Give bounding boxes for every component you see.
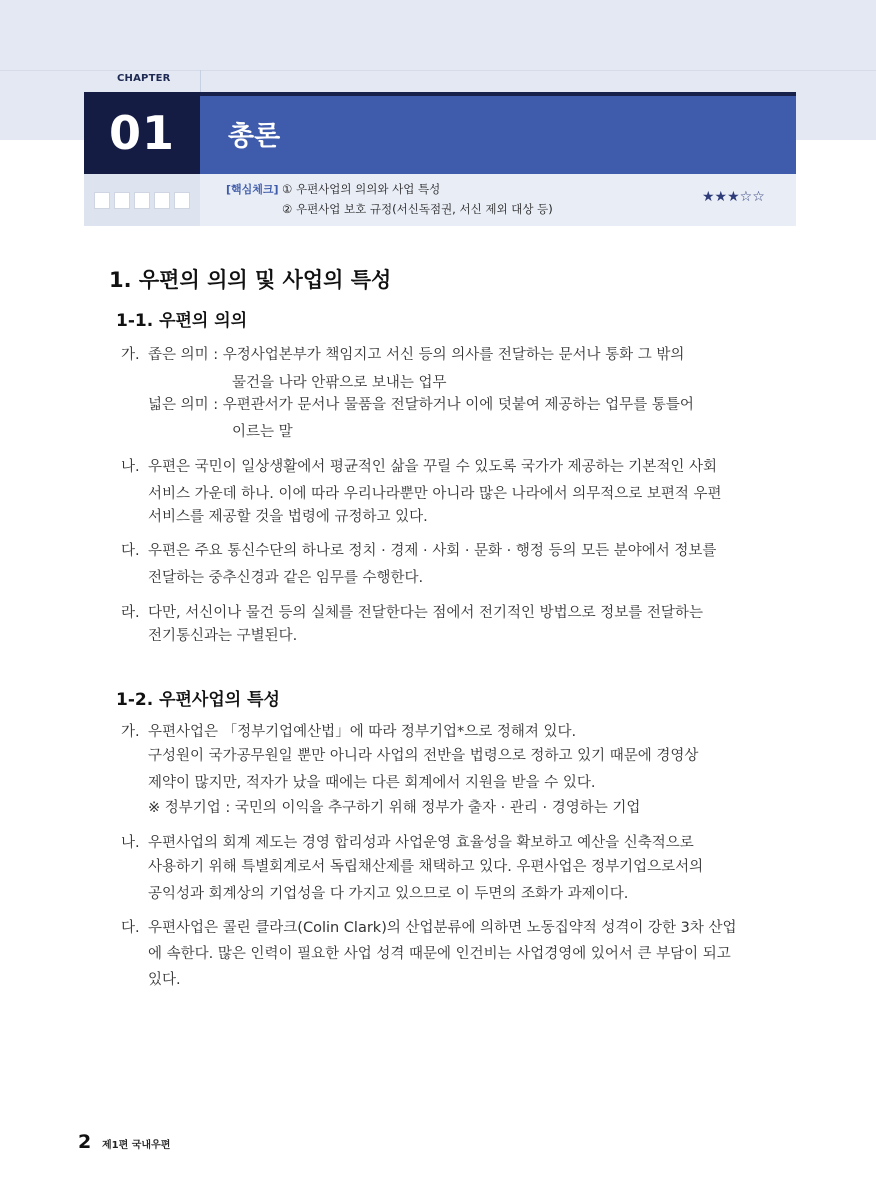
- paragraph-line: 우편사업은 콜린 클라크(Colin Clark)의 산업분류에 의하면 노동집약적 성격이 강한 3차 산업: [148, 920, 737, 936]
- key-check-tag: [핵심체크]: [226, 183, 279, 196]
- key-check-item: ① 우편사업의 의의와 사업 특성: [282, 182, 441, 196]
- paragraph-line: 서비스 가운데 하나. 이에 따라 우리나라뿐만 아니라 많은 나라에서 의무적으로 보편적 우편: [148, 486, 722, 502]
- importance-stars: ★★★☆☆: [702, 189, 765, 205]
- paragraph-line: 우편사업은 「정부기업예산법」에 따라 정부기업*으로 정해져 있다.: [148, 724, 577, 740]
- paragraph-line: 공익성과 회계상의 기업성을 다 가지고 있으므로 이 두면의 조화가 과제이다.: [148, 886, 629, 902]
- footer-section: 제1편 국내우편: [102, 1140, 171, 1151]
- subsection-title: 1-1. 우편의 의의: [116, 311, 248, 331]
- footnote-line: ※ 정부기업 : 국민의 이익을 추구하기 위해 정부가 출자 · 관리 · 경영하는 기업: [148, 800, 641, 816]
- paragraph-line: 물건을 나라 안팎으로 보내는 업무: [232, 375, 447, 391]
- check-box: [114, 192, 130, 209]
- check-box: [134, 192, 150, 209]
- item-marker: 가.: [121, 724, 140, 740]
- divider: [200, 70, 201, 92]
- paragraph-line: 우편은 주요 통신수단의 하나로 정치 · 경제 · 사회 · 문화 · 행정 등의 모든 분야에서 정보를: [148, 543, 717, 559]
- chapter-label: CHAPTER: [117, 73, 171, 84]
- item-marker: 다.: [121, 920, 140, 936]
- item-marker: 다.: [121, 543, 140, 559]
- paragraph-line: 구성원이 국가공무원일 뿐만 아니라 사업의 전반을 법령으로 정하고 있기 때문에 경영상: [148, 748, 699, 764]
- paragraph-line: 서비스를 제공할 것을 법령에 규정하고 있다.: [148, 509, 428, 525]
- item-marker: 라.: [121, 605, 140, 621]
- subsection-title: 1-2. 우편사업의 특성: [116, 690, 280, 710]
- paragraph-line: 에 속한다. 많은 인력이 필요한 사업 성격 때문에 인건비는 사업경영에 있어서 큰 부담이 되고: [148, 946, 731, 962]
- paragraph-line: 다만, 서신이나 물건 등의 실체를 전달한다는 점에서 전기적인 방법으로 정보를 전달하는: [148, 605, 703, 621]
- page-number: 2: [78, 1131, 92, 1153]
- item-marker: 나.: [121, 835, 140, 851]
- chapter-title: 총론: [228, 121, 281, 152]
- key-check-item: ② 우편사업 보호 규정(서신독점권, 서신 제외 대상 등): [282, 202, 553, 216]
- paragraph-line: 있다.: [148, 972, 181, 988]
- paragraph-line: 우편은 국민이 일상생활에서 평균적인 삶을 꾸릴 수 있도록 국가가 제공하는 기본적인 사회: [148, 459, 717, 475]
- item-marker: 가.: [121, 347, 140, 363]
- check-box: [94, 192, 110, 209]
- item-marker: 나.: [121, 459, 140, 475]
- paragraph-line: 넓은 의미 : 우편관서가 문서나 물품을 전달하거나 이에 덧붙여 제공하는 업무를 통틀어: [148, 397, 694, 413]
- paragraph-line: 제약이 많지만, 적자가 났을 때에는 다른 회계에서 지원을 받을 수 있다.: [148, 775, 596, 791]
- paragraph-line: 사용하기 위해 특별회계로서 독립채산제를 채택하고 있다. 우편사업은 정부기업으로서의: [148, 859, 704, 875]
- chapter-number: 01: [84, 92, 200, 174]
- paragraph-line: 우편사업의 회계 제도는 경영 합리성과 사업운영 효율성을 확보하고 예산을 신축적으로: [148, 835, 694, 851]
- check-box: [174, 192, 190, 209]
- section-title: 1. 우편의 의의 및 사업의 특성: [109, 268, 392, 292]
- divider: [0, 70, 876, 71]
- paragraph-line: 전기통신과는 구별된다.: [148, 628, 298, 644]
- paragraph-line: 전달하는 중추신경과 같은 임무를 수행한다.: [148, 570, 424, 586]
- paragraph-line: 좁은 의미 : 우정사업본부가 책임지고 서신 등의 의사를 전달하는 문서나 통화 그 밖의: [148, 347, 685, 363]
- paragraph-line: 이르는 말: [232, 424, 293, 440]
- check-box: [154, 192, 170, 209]
- checkbox-group: [84, 174, 200, 226]
